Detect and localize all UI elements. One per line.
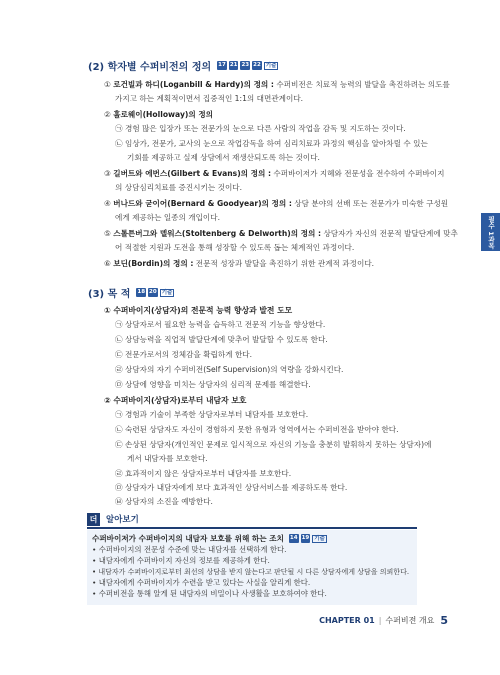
definition-cont: 에게 제공하는 일종의 개입이다. [115,213,221,222]
sub-mark: ㉤ [115,483,123,492]
sub-item [115,469,291,479]
sub-item [115,350,252,360]
item-number: ③ [104,169,111,178]
footer-separator: | [378,616,382,625]
section2-heading [88,58,278,73]
year-badge: 19 [301,535,310,541]
definition-item [104,169,444,179]
sub-text: 경험 많은 입장가 또는 전문가의 눈으로 다른 사람의 작업을 감독 및 지도하는 것이다. [125,124,406,133]
sub-text: 상담자의 자기 수퍼비전(Self Supervision)의 역량을 강화시킨다. [125,365,344,374]
year-badge: 21 [229,62,238,68]
deep-dive-header [87,512,417,526]
deep-dive-badge: 더 [87,513,100,526]
definition-name: 로건빌과 하디(Loganbill & Hardy)의 정의 : [113,80,274,89]
deep-dive-rule [87,527,417,529]
chapter-label: CHAPTER 01 [319,616,375,625]
sub-text: 손상된 상담자(개인적인 문제로 일시적으로 자신의 기능을 충분히 발휘하지 못하는 상담자)에 [125,440,432,449]
definition-item [104,80,450,90]
year-badge: 20 [149,289,157,295]
sub-item [115,320,325,330]
sub-item [115,497,213,507]
sub-cont: 게서 내담자를 보호한다. [127,454,208,463]
sub-item [115,483,347,493]
definition-text: 수퍼비전은 치료적 능력의 발달을 촉진하려는 의도를 [273,80,450,89]
definition-item [104,229,458,239]
sub-mark: ㉡ [115,139,123,148]
sub-mark: ㉢ [115,440,123,449]
sub-text: 상담자로서 필요한 능력을 습득하고 전문적 기능을 향상한다. [125,320,326,329]
definition-name: 홀로웨이(Holloway)의 정의 [113,110,214,119]
definition-cont: 가지고 하는 계획적이면서 집중적인 1:1의 대면관계이다. [115,94,304,103]
sub-mark: ㉡ [115,425,123,434]
sub-text: 상담능력을 직업적 발달단계에 맞추어 발달할 수 있도록 한다. [125,335,328,344]
sub-text: 임상가, 전문가, 교사의 눈으로 작업감독을 하여 심리치료과 과정의 핵심을 알아차릴 수 있는 [125,139,428,148]
sub-item [115,380,311,390]
sub-item [115,124,406,134]
definition-cont: 어 적절한 지원과 도전을 통해 성장할 수 있도록 돕는 체계적인 과정이다. [115,243,355,252]
year-badge: 22 [253,62,261,68]
page-footer [319,614,448,627]
sub-text: 숙련된 상담자도 자신이 경험하지 못한 유형과 영역에서는 수퍼비전을 받아야 한다. [125,425,399,434]
definition-name: 버나드와 굳이어(Bernard & Goodyear)의 정의 : [113,199,292,208]
exam-label: 기출 [314,535,325,542]
item-number: ④ [104,199,111,208]
deep-bullet: • 수퍼비전을 통해 알게 된 내담자의 비밀이나 사생활을 보호하여야 한다. [92,589,327,598]
item-number: ⑥ [104,259,111,268]
goal-text: 수퍼바이지(상담자)의 전문적 능력 향상과 발전 도모 [113,306,293,315]
deep-bullet: • 수퍼바이지의 전문성 수준에 맞는 내담자를 선택하게 한다. [92,545,287,554]
year-badge: 18 [137,289,146,295]
sub-text: 상담자의 소진을 예방한다. [125,497,213,506]
year-badge: 14 [289,535,298,541]
box-title-text: 수퍼바이저가 수퍼바이지의 내담자 보호를 위해 하는 조치 [92,534,284,543]
exam-label: 기출 [161,289,173,296]
section3-heading [88,285,174,300]
sub-mark: ㉣ [115,365,123,374]
definition-item [104,199,448,209]
sub-item [115,410,308,420]
deep-bullet: • 내담자에게 수퍼바이지가 수련을 받고 있다는 사실을 알리게 한다. [92,578,311,587]
sub-text: 경험과 기술이 부족한 상담자로부터 내담자를 보호한다. [125,410,309,419]
sub-mark: ㉥ [115,497,123,506]
sub-cont: 기회를 제공하고 실제 상담에서 재생산되도록 하는 것이다. [127,153,320,162]
sub-text: 상담에 영향을 미치는 상담자의 심리적 문제를 해결한다. [125,380,311,389]
sub-mark: ㉣ [115,469,123,478]
definition-text: 상담자가 자신의 전문적 발달단계에 맞추 [321,229,458,238]
definition-text: 수퍼바이저가 지혜와 전문성을 전수하여 수퍼바이지 [271,169,445,178]
definition-text: 전문적 성장과 발달을 촉진하기 위한 관계적 과정이다. [193,259,375,268]
sub-mark: ㉠ [115,320,123,329]
chapter-topic: 수퍼비전 개요 [385,616,435,625]
sub-text: 전문가로서의 정체감을 확립하게 한다. [125,350,253,359]
sub-item [115,440,431,450]
sub-item [115,425,399,435]
goal-heading [104,306,292,316]
item-number: ⑤ [104,229,111,238]
definition-cont: 의 상담심리치료를 증진시키는 것이다. [115,183,243,192]
deep-bullet: • 내담자에게 수퍼바이지 자신의 정보를 제공하게 한다. [92,556,270,565]
deep-dive-box-title [92,533,327,544]
definition-item [104,259,374,269]
page-number: 5 [440,614,448,627]
sub-text: 효과적이지 않은 상담자로부터 내담자를 보호한다. [125,469,292,478]
definition-text: 상담 분야의 선배 또는 전문가가 미숙한 구성원 [291,199,449,208]
sub-mark: ㉠ [115,410,123,419]
year-badge: 17 [218,62,226,68]
year-badge: 23 [241,62,250,68]
sub-mark: ㉡ [115,335,123,344]
section2-title: (2) 학자별 수퍼비전의 정의 [88,62,212,73]
sub-mark: ㉢ [115,350,123,359]
deep-bullet: • 내담자가 수퍼바이지로부터 최선의 상담을 받지 않는다고 판단될 시 다른 상담자에게 상담을 의뢰한다. [92,568,410,576]
definition-name: 보딘(Bordin)의 정의 : [113,259,194,268]
exam-label: 기출 [265,62,277,69]
definition-name: 길버트와 에번스(Gilbert & Evans)의 정의 : [113,169,271,178]
sub-item [115,365,343,375]
definition-item [104,110,213,120]
item-number: ② [104,396,111,405]
sub-item [115,139,428,149]
section3-title: (3) 목 적 [88,289,131,300]
item-number: ① [104,306,111,315]
goal-text: 수퍼바이지(상담자)로부터 내담자 보호 [113,396,247,405]
sub-mark: ㉤ [115,380,123,389]
deep-dive-title: 알아보기 [106,515,139,525]
item-number: ② [104,110,111,119]
goal-heading [104,396,246,406]
sub-item [115,335,328,345]
item-number: ① [104,80,111,89]
chapter-side-tab: 필수 1과목 [481,213,500,251]
definition-name: 스톨튼버그와 델워스(Stoltenberg & Delworth)의 정의 : [113,229,322,238]
sub-text: 상담자가 내담자에게 보다 효과적인 상담서비스를 제공하도록 한다. [125,483,348,492]
sub-mark: ㉠ [115,124,123,133]
